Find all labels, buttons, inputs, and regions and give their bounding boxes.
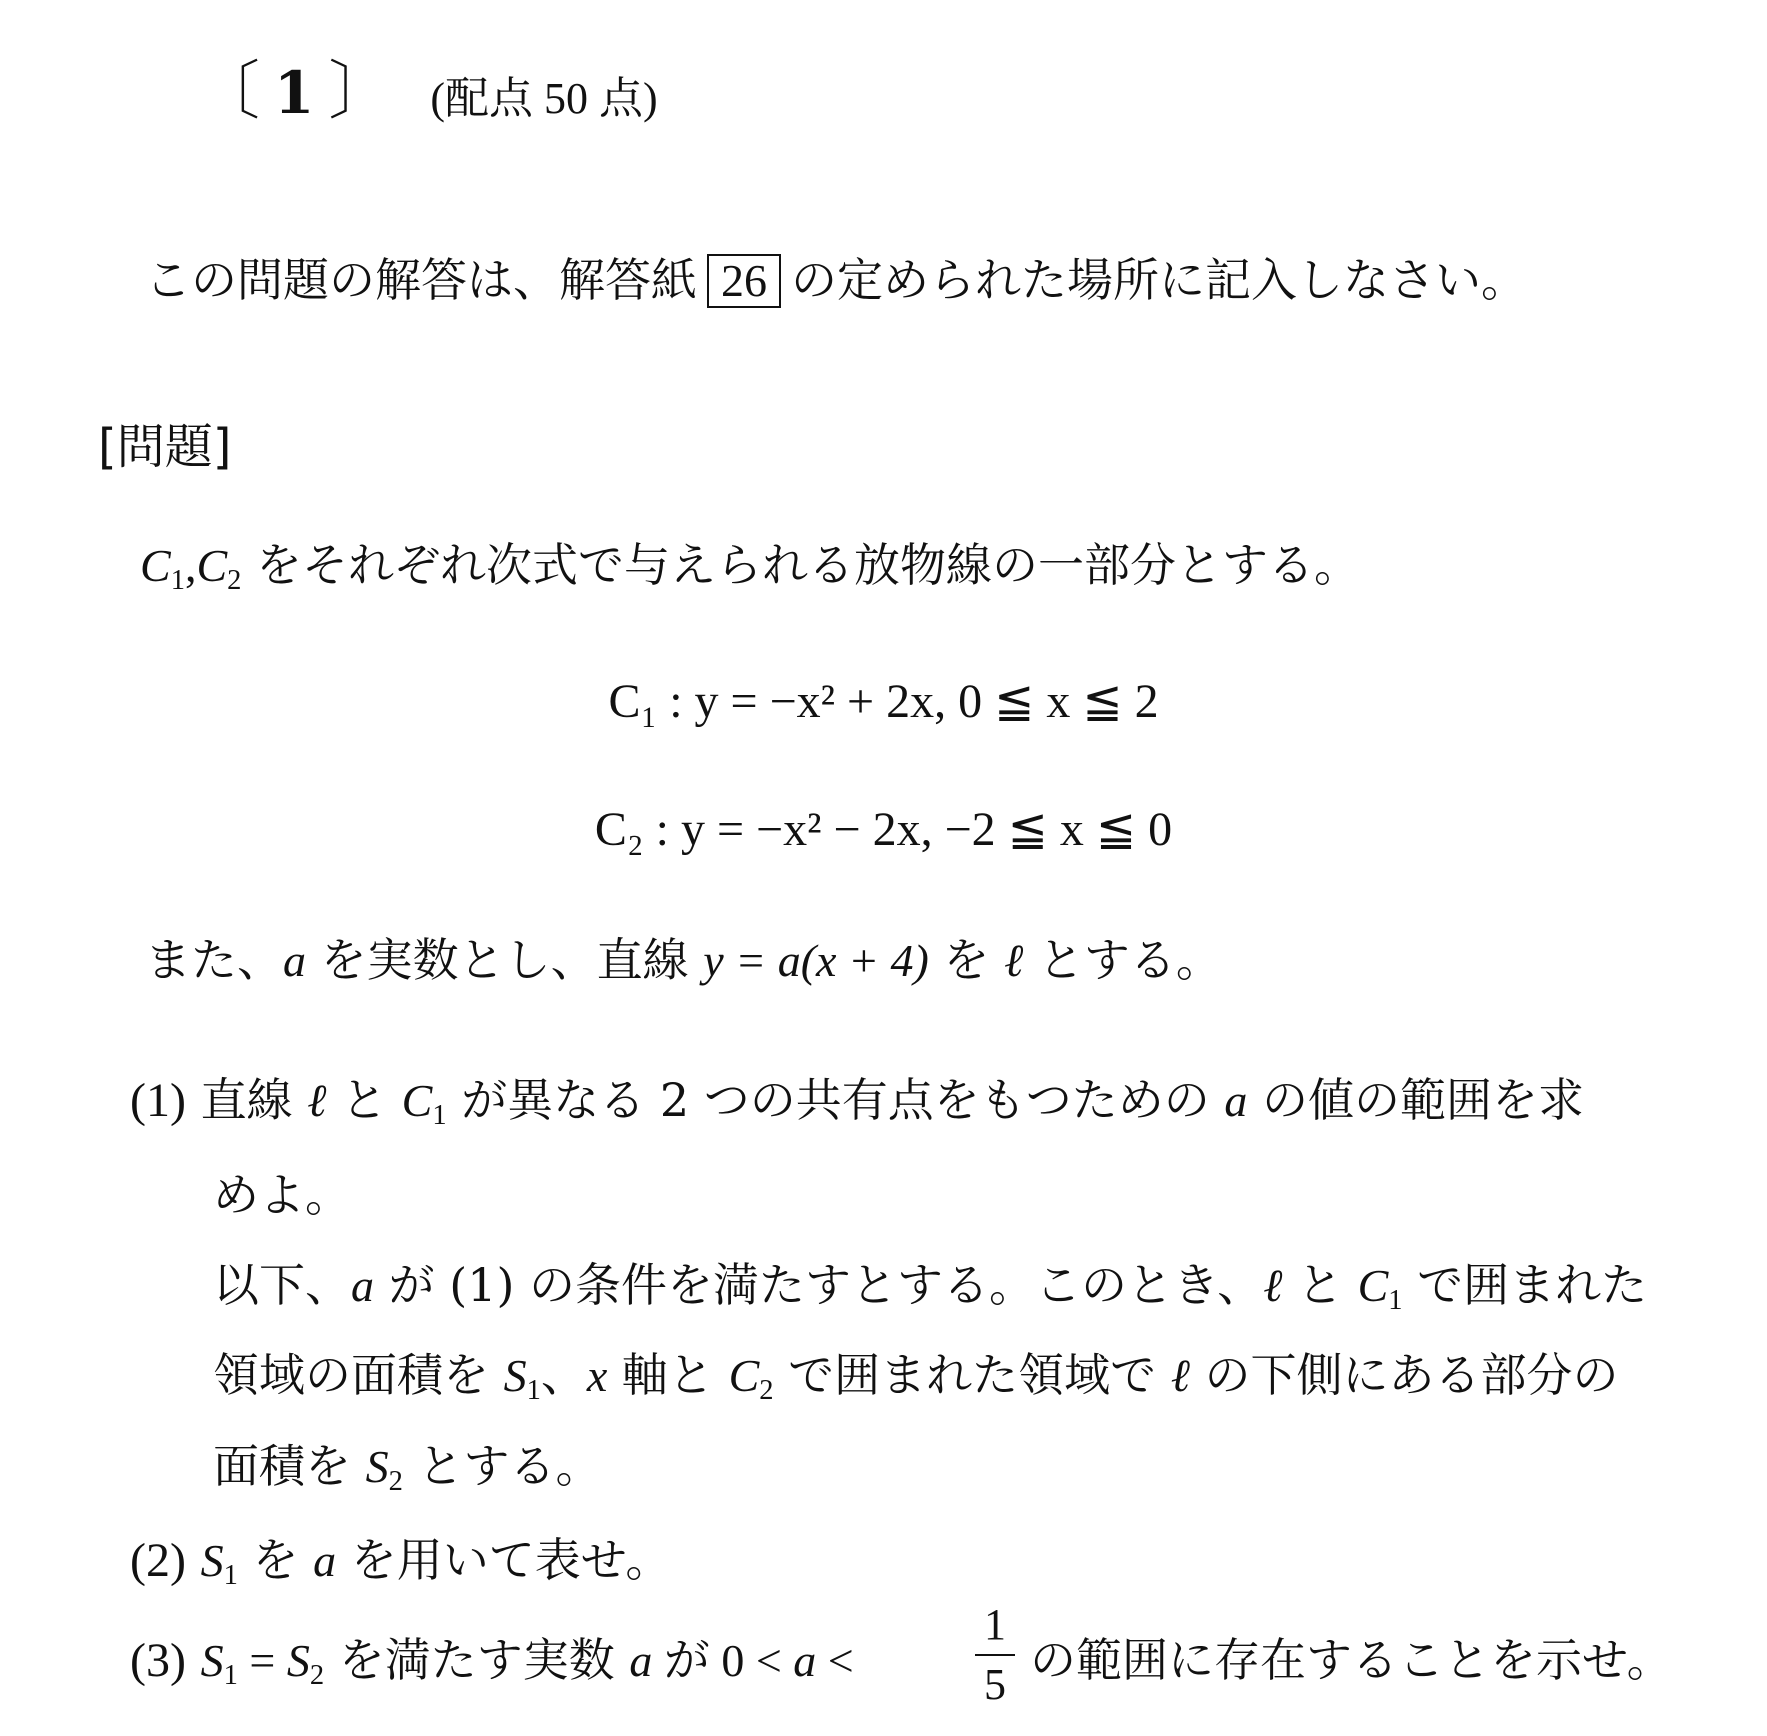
question-2-number: (2) [130,1534,186,1587]
subscript-1: 1 [1388,1284,1403,1316]
symbol-s: S [503,1350,527,1401]
question-3-number: (3) [130,1634,186,1687]
question-2 [130,1530,671,1606]
subscript-1: 1 [170,564,185,596]
symbol-s: S [200,1635,224,1686]
symbol-a: a [629,1635,653,1686]
cond2-text-d: で囲まれた領域で [773,1348,1171,1402]
comma: , [184,540,197,591]
q1-text-c: が異なる 2 つの共有点をもつための [446,1073,1225,1127]
q2-text-b: を用いて表せ。 [336,1533,672,1587]
symbol-ell: ℓ [1004,935,1024,986]
q3-text-c: が 0 < [652,1635,794,1686]
line-equation: y = a(x + 4) [703,935,929,986]
symbol-c: C [196,540,228,591]
subscript-1: 1 [432,1099,447,1131]
problem-heading: [問題] [98,419,232,475]
subscript-1: 1 [223,1559,238,1591]
cond2-text-b: 、 [540,1348,587,1402]
symbol-c: C [140,540,171,591]
symbol-a: a [283,935,306,986]
symbol-ell: ℓ [1170,1350,1190,1401]
subscript-2: 2 [759,1374,774,1406]
question-1-number: (1) [130,1074,186,1127]
symbol-a: a [351,1260,374,1311]
fraction-numerator: 1 [984,1600,1006,1649]
symbol-a: a [313,1535,337,1586]
q1-text-d: の値の範囲を求 [1247,1073,1584,1127]
def-text-4: とする。 [1023,933,1222,987]
condition-line-2 [213,1345,1619,1421]
condition-line-3 [213,1436,602,1512]
q1-text-a: 直線 [200,1073,308,1127]
question-3-continued: の範囲に存在することを示せ。 [1030,1633,1673,1687]
intro-text: をそれぞれ次式で与えられる放物線の一部分とする。 [256,538,1361,592]
intro-line [140,535,1360,611]
symbol-s: S [200,1535,224,1586]
question-1-continued: めよ。 [213,1168,351,1222]
cond3-text-b: とする。 [402,1439,602,1493]
subscript-1: 1 [223,1659,238,1691]
problem-header [196,52,658,132]
q2-text-a: を [237,1533,314,1587]
fraction-one-fifth [975,1600,1015,1710]
symbol-s: S [365,1441,389,1492]
cond2-text-a: 領域の面積を [213,1348,504,1402]
def-text-1: また、 [145,933,283,987]
cond1-text-d: で囲まれた [1402,1258,1648,1312]
left-bracket: 〔 [196,55,260,129]
symbol-c: C [401,1075,433,1126]
def-text-3: を [928,933,1005,987]
question-1 [130,1070,1584,1146]
instruction-line [145,250,1527,310]
points-label: (配点 50 点) [430,74,658,123]
cond2-text-c: 軸と [607,1348,729,1402]
fraction-bar [975,1654,1015,1656]
symbol-s: S [286,1635,310,1686]
q3-text-b: を満たす実数 [324,1633,630,1687]
line-definition [145,930,1222,991]
cond2-text-e: の下側にある部分の [1189,1348,1619,1402]
subscript-2: 2 [388,1465,403,1497]
def-text-2: を実数とし、直線 [306,933,704,987]
symbol-x: x [586,1350,608,1401]
cond3-text-a: 面積を [213,1439,366,1493]
symbol-a: a [793,1635,817,1686]
cond1-text-a: 以下、 [213,1258,351,1312]
fraction-denominator: 5 [984,1660,1006,1709]
q3-text-d: < [816,1635,854,1686]
symbol-c: C [728,1350,760,1401]
subscript-2: 2 [309,1659,325,1691]
equation-c2: C₂ : y = −x² − 2x, −2 ≦ x ≦ 0 [594,803,1173,856]
problem-number: 1 [274,59,315,127]
question-3 [130,1630,854,1706]
cond1-text-b: が (1) の条件を満たすとする。このとき、 [374,1258,1264,1312]
equation-c1: C₁ : y = −x² + 2x, 0 ≦ x ≦ 2 [608,675,1159,728]
answer-sheet-number-box: 26 [707,254,781,308]
symbol-a: a [1224,1075,1248,1126]
right-bracket: 〕 [328,55,393,129]
subscript-1: 1 [526,1374,541,1406]
symbol-c: C [1357,1260,1389,1311]
instruction-after: の定められた場所に記入しなさい。 [791,253,1527,307]
cond1-text-c: と [1282,1258,1358,1312]
symbol-ell: ℓ [1263,1260,1283,1311]
condition-line-1 [213,1255,1647,1331]
subscript-2: 2 [227,564,242,596]
symbol-ell: ℓ [307,1075,327,1126]
q1-text-b: と [326,1073,402,1127]
q3-text-a: = [237,1635,287,1686]
instruction-before: この問題の解答は、解答紙 [145,253,697,307]
